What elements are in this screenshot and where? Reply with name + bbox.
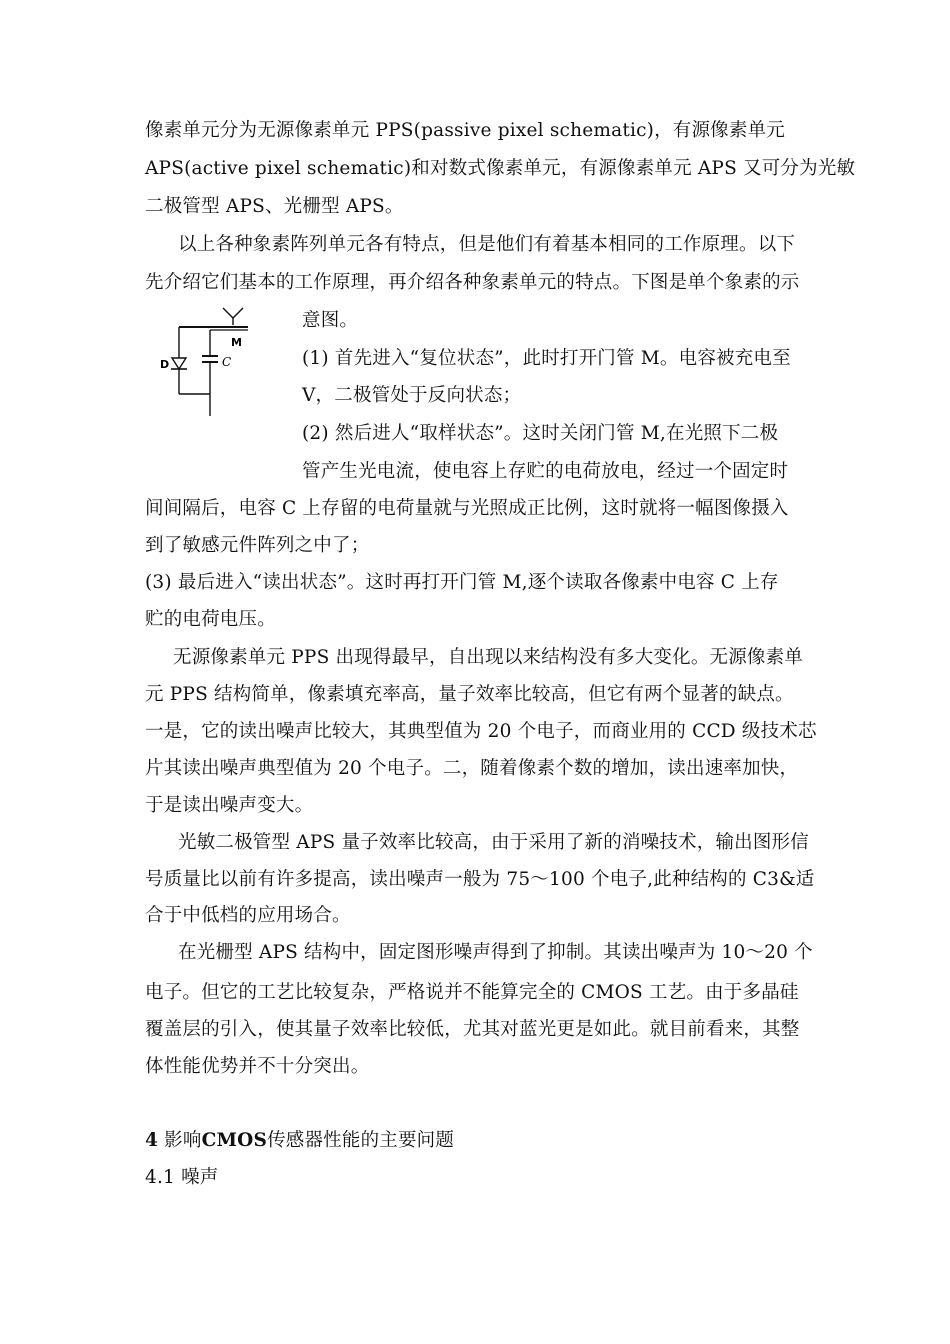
text-line: 以上各种象素阵列单元各有特点，但是他们有着基本相同的工作原理。以下 xyxy=(178,234,796,255)
text-line: 在光栅型 APS 结构中，固定图形噪声得到了抑制。其读出噪声为 10～20 个 xyxy=(178,942,813,963)
text-line: (2) 然后进人“取样状态”。这时关闭门管 M,在光照下二极 xyxy=(302,423,779,444)
subsection-heading: 4.1 噪声 xyxy=(145,1167,219,1188)
transistor-label: M xyxy=(231,336,242,349)
text-line: APS(active pixel schematic)和对数式像素单元，有源像素单元 APS 又可分为光敏 xyxy=(145,158,856,179)
text-line: 到了敏感元件阵列之中了； xyxy=(145,535,370,556)
terminal-wire xyxy=(233,308,243,318)
section-title-bold: CMOS xyxy=(201,1130,268,1151)
text-line: 管产生光电流，使电容上存贮的电荷放电，经过一个固定时 xyxy=(302,461,789,482)
text-line: 体性能优势并不十分突出。 xyxy=(145,1056,370,1077)
text-line: 意图。 xyxy=(302,310,359,331)
section-heading xyxy=(145,1128,454,1154)
text-line: (3) 最后进入“读出状态”。这时再打开门管 M,逐个读取各像素中电容 C 上存 xyxy=(145,572,779,593)
diode-label: D xyxy=(160,358,170,371)
section-title-before: 影响 xyxy=(164,1130,202,1151)
text-line: 元 PPS 结构简单，像素填充率高，量子效率比较高，但它有两个显著的缺点。 xyxy=(145,684,794,705)
pixel-circuit-diagram xyxy=(155,306,265,424)
text-line: 电子。但它的工艺比较复杂，严格说并不能算完全的 CMOS 工艺。由于多晶硅 xyxy=(145,982,799,1003)
capacitor-label: C xyxy=(222,355,232,369)
text-line: 覆盖层的引入，使其量子效率比较低，尤其对蓝光更是如此。就目前看来，其整 xyxy=(145,1019,800,1040)
terminal-wire xyxy=(223,308,233,318)
text-line: 像素单元分为无源像素单元 PPS(passive pixel schematic)，有源像素单元 xyxy=(145,120,785,141)
text-line: 合于中低档的应用场合。 xyxy=(145,905,351,926)
text-line: V，二极管处于反向状态； xyxy=(302,385,522,406)
section-number: 4 xyxy=(145,1130,159,1151)
diode-symbol xyxy=(172,358,186,369)
text-line: 一是，它的读出噪声比较大，其典型值为 20 个电子，而商业用的 CCD 级技术芯 xyxy=(145,721,817,742)
text-line: 二极管型 APS、光栅型 APS。 xyxy=(145,196,404,217)
text-line: 号质量比以前有许多提高，读出噪声一般为 75～100 个电子,此种结构的 C3&适 xyxy=(145,869,815,890)
text-line: 间间隔后，电容 C 上存留的电荷量就与光照成正比例，这时就将一幅图像摄入 xyxy=(145,498,789,519)
text-line: 光敏二极管型 APS 量子效率比较高，由于采用了新的消噪技术，输出图形信 xyxy=(178,832,809,853)
text-line: 于是读出噪声变大。 xyxy=(145,795,314,816)
text-line: 片其读出噪声典型值为 20 个电子。二，随着像素个数的增加，读出速率加快， xyxy=(145,758,799,779)
text-line: (1) 首先进入“复位状态”，此时打开门管 M。电容被充电至 xyxy=(302,348,791,369)
text-line: 无源像素单元 PPS 出现得最早，自出现以来结构没有多大变化。无源像素单 xyxy=(173,647,804,668)
section-title-after: 传感器性能的主要问题 xyxy=(267,1130,455,1151)
text-line: 贮的电荷电压。 xyxy=(145,609,276,630)
text-line: 先介绍它们基本的工作原理，再介绍各种象素单元的特点。下图是单个象素的示 xyxy=(145,272,800,293)
